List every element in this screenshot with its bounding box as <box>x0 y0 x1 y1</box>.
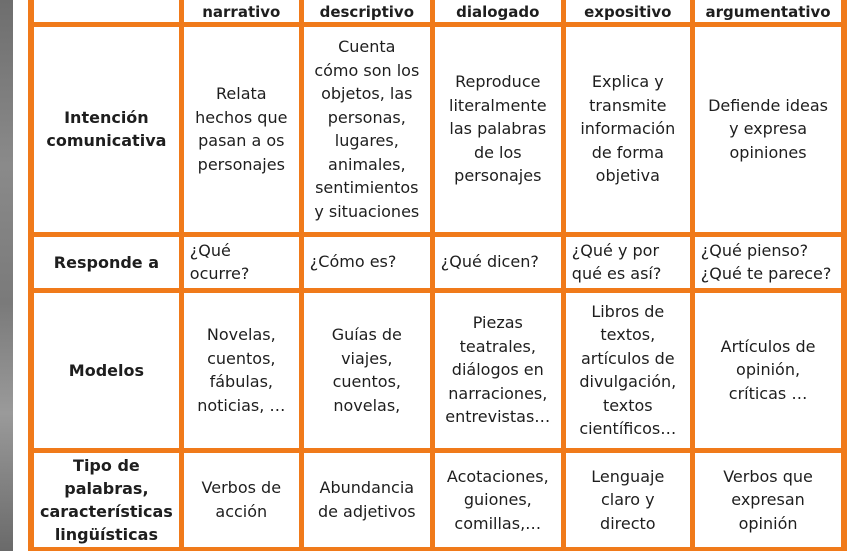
table-cell: Abundancia de adjetivos <box>301 450 432 550</box>
row-header-modelos: Modelos <box>31 290 181 450</box>
corner-cell <box>31 0 181 24</box>
table-cell: Novelas, cuentos, fábulas, noticias, … <box>181 290 301 450</box>
left-edge-shadow <box>0 0 13 551</box>
table-cell: Libros de textos, artículos de divulgación, textos científicos… <box>563 290 692 450</box>
text-types-table <box>28 0 847 551</box>
row-header-responde: Responde a <box>31 234 181 290</box>
table-cell: Piezas teatrales, diálogos en narraciones, entrevistas… <box>432 290 563 450</box>
column-header-dialogado: dialogado <box>432 0 563 24</box>
table-cell: Lenguaje claro y directo <box>563 450 692 550</box>
column-header-expositivo: expositivo <box>563 0 692 24</box>
table-cell: Relata hechos que pasan a os personajes <box>181 24 301 234</box>
table-cell: ¿Cómo es? <box>301 234 432 290</box>
table-cell: Verbos de acción <box>181 450 301 550</box>
table-row <box>31 234 844 290</box>
table-cell: Reproduce literalmente las palabras de los personajes <box>432 24 563 234</box>
column-header-argumentativo: argumentativo <box>692 0 844 24</box>
table-cell: ¿Qué ocurre? <box>181 234 301 290</box>
table-cell: Artículos de opinión, críticas … <box>692 290 844 450</box>
table-cell: ¿Qué pienso? ¿Qué te parece? <box>692 234 844 290</box>
table-cell: Explica y transmite información de forma objetiva <box>563 24 692 234</box>
table-cell: Defiende ideas y expresa opiniones <box>692 24 844 234</box>
table-row <box>31 450 844 550</box>
column-header-narrativo: narrativo <box>181 0 301 24</box>
column-header-descriptivo: descriptivo <box>301 0 432 24</box>
header-row <box>31 0 844 24</box>
row-header-tipo-palabras: Tipo de palabras, características lingüísticas <box>31 450 181 550</box>
table-cell: Verbos que expresan opinión <box>692 450 844 550</box>
row-header-intencion: Intención comunicativa <box>31 24 181 234</box>
table-cell: Cuenta cómo son los objetos, las personas, lugares, animales, sentimientos y situaciones <box>301 24 432 234</box>
table-cell: Acotaciones, guiones, comillas,… <box>432 450 563 550</box>
table-cell: ¿Qué dicen? <box>432 234 563 290</box>
table-cell: ¿Qué y por qué es así? <box>563 234 692 290</box>
table-row <box>31 290 844 450</box>
table-cell: Guías de viajes, cuentos, novelas, <box>301 290 432 450</box>
table-row <box>31 24 844 234</box>
